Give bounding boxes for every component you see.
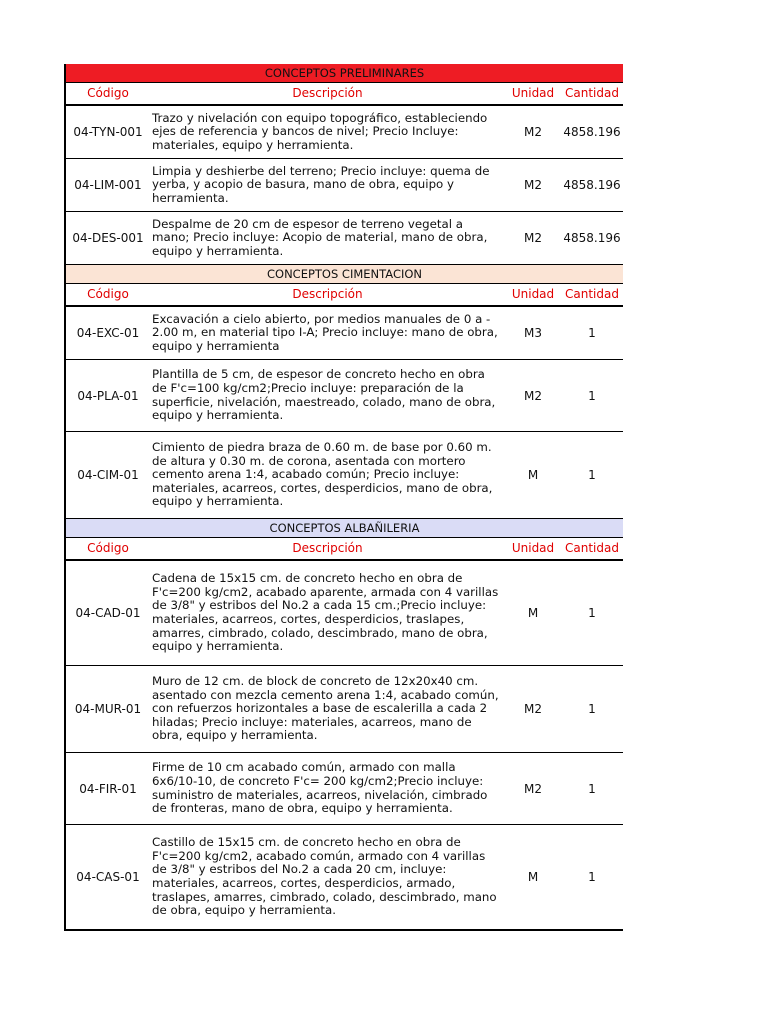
cell-unidad: M2 bbox=[524, 702, 542, 716]
cell-descripcion: Muro de 12 cm. de block de concreto de 12x20x40 cm. asentado con mezcla cemento arena 1:4, acabado común, con refuerzos horizontales a base de escalerilla a cada 2 hiladas; Precio incluye: materiales, acarreos, mano de obra, equipo y herramienta. bbox=[152, 674, 499, 743]
cell-cantidad: 1 bbox=[588, 468, 596, 482]
table-row bbox=[66, 825, 623, 929]
cell-descripcion: Plantilla de 5 cm, de espesor de concreto hecho en obra de F'c=100 kg/cm2;Precio incluye: preparación de la superficie, nivelación, maestreado, colado, mano de obra, equipo y herramienta. bbox=[152, 367, 496, 423]
cell-unidad: M2 bbox=[524, 125, 542, 139]
cell-codigo: 04-TYN-001 bbox=[73, 125, 143, 139]
table-row bbox=[66, 212, 623, 265]
cell-unidad: M2 bbox=[524, 178, 542, 192]
table-row bbox=[66, 753, 623, 825]
cell-cantidad: 1 bbox=[588, 870, 596, 884]
cell-descripcion: Cimiento de piedra braza de 0.60 m. de base por 0.60 m. de altura y 0.30 m. de corona, asentada con mortero cemento arena 1:4, acabado común; Precio incluye: materiales, acarreos, cortes, desperdicios, mano de obra, equipo y herramienta. bbox=[152, 440, 493, 509]
cell-codigo: 04-LIM-001 bbox=[74, 178, 142, 192]
header-unidad: Unidad bbox=[511, 541, 555, 555]
cell-cantidad: 4858.196 bbox=[563, 125, 621, 139]
cell-unidad: M bbox=[527, 870, 539, 884]
cell-cantidad: 4858.196 bbox=[563, 178, 621, 192]
cell-codigo: 04-FIR-01 bbox=[79, 781, 137, 796]
budget-table bbox=[64, 64, 623, 931]
cell-unidad: M bbox=[527, 468, 539, 482]
cell-descripcion: Despalme de 20 cm de espesor de terreno vegetal a mano; Precio incluye: Acopio de material, mano de obra, equipo y herramienta. bbox=[152, 216, 488, 258]
table-row bbox=[66, 360, 623, 432]
cell-cantidad: 1 bbox=[588, 702, 596, 716]
cell-codigo: 04-PLA-01 bbox=[77, 388, 139, 403]
cell-descripcion: Limpia y deshierbe del terreno; Precio incluye: quema de yerba, y acopio de basura, mano de obra, equipo y herramienta. bbox=[152, 163, 490, 205]
section-title-preliminares: CONCEPTOS PRELIMINARES bbox=[66, 64, 623, 83]
table-row bbox=[66, 561, 623, 666]
section-title-albanileria: CONCEPTOS ALBAÑILERIA bbox=[66, 519, 623, 538]
cell-descripcion: Trazo y nivelación con equipo topográfico, estableciendo ejes de referencia y bancos de nivel; Precio Incluye: materiales, equipo y herramienta. bbox=[152, 110, 488, 152]
table-row bbox=[66, 106, 623, 159]
cell-codigo: 04-CAS-01 bbox=[76, 870, 140, 884]
header-cantidad: Cantidad bbox=[565, 287, 619, 301]
header-descripcion: Descripción bbox=[292, 541, 363, 555]
header-row bbox=[66, 284, 623, 307]
cell-unidad: M3 bbox=[524, 326, 542, 340]
cell-cantidad: 4858.196 bbox=[563, 231, 621, 245]
cell-unidad: M2 bbox=[524, 231, 542, 245]
table-row bbox=[66, 666, 623, 753]
cell-unidad: M2 bbox=[524, 781, 542, 796]
cell-codigo: 04-MUR-01 bbox=[74, 702, 142, 716]
header-descripcion: Descripción bbox=[292, 287, 363, 301]
header-codigo: Código bbox=[87, 86, 129, 100]
cell-cantidad: 1 bbox=[588, 781, 596, 796]
header-descripcion: Descripción bbox=[292, 86, 363, 100]
cell-codigo: 04-CAD-01 bbox=[75, 606, 141, 620]
header-unidad: Unidad bbox=[511, 287, 555, 301]
table-row bbox=[66, 159, 623, 212]
cell-codigo: 04-DES-001 bbox=[72, 231, 144, 245]
cell-unidad: M bbox=[527, 606, 539, 620]
header-codigo: Código bbox=[87, 541, 129, 555]
header-cantidad: Cantidad bbox=[565, 86, 619, 100]
header-cantidad: Cantidad bbox=[565, 541, 619, 555]
table-row bbox=[66, 307, 623, 360]
header-row bbox=[66, 83, 623, 106]
cell-cantidad: 1 bbox=[588, 388, 596, 403]
cell-cantidad: 1 bbox=[588, 606, 596, 620]
section-title-cimentacion: CONCEPTOS CIMENTACION bbox=[66, 265, 623, 284]
cell-descripcion: Castillo de 15x15 cm. de concreto hecho en obra de F'c=200 kg/cm2, acabado común, armado con 4 varillas de 3/8" y estribos del No.2 a cada 20 cm, incluye: materiales, acarreos, cortes, desperdicios, armado, traslapes, amarres, cimbrado, colado, descimbrado, mano de obra, equipo y herramienta. bbox=[152, 835, 497, 918]
cell-descripcion: Excavación a cielo abierto, por medios manuales de 0 a - 2.00 m, en material tipo I-A; Precio incluye: mano de obra, equipo y herramienta bbox=[152, 311, 498, 353]
cell-codigo: 04-CIM-01 bbox=[77, 468, 139, 482]
cell-descripcion: Cadena de 15x15 cm. de concreto hecho en obra de F'c=200 kg/cm2, acabado aparente, armada con 4 varillas de 3/8" y estribos del No.2 a cada 15 cm.;Precio incluye: materiales, acarreos, cortes, desperdicios, traslapes, amarres, cimbrado, colado, descimbrado, mano de obra, equipo y herramienta. bbox=[152, 571, 499, 654]
header-unidad: Unidad bbox=[511, 86, 555, 100]
cell-descripcion: Firme de 10 cm acabado común, armado con malla 6x6/10-10, de concreto F'c= 200 kg/cm2;Precio incluye: suministro de materiales, acarreos, nivelación, cimbrado de fronteras, mano de obra, equipo y herramienta. bbox=[152, 760, 488, 816]
header-codigo: Código bbox=[87, 287, 129, 301]
table-row bbox=[66, 432, 623, 519]
cell-cantidad: 1 bbox=[588, 326, 596, 340]
cell-codigo: 04-EXC-01 bbox=[76, 326, 140, 340]
header-row bbox=[66, 538, 623, 561]
cell-unidad: M2 bbox=[524, 388, 542, 403]
